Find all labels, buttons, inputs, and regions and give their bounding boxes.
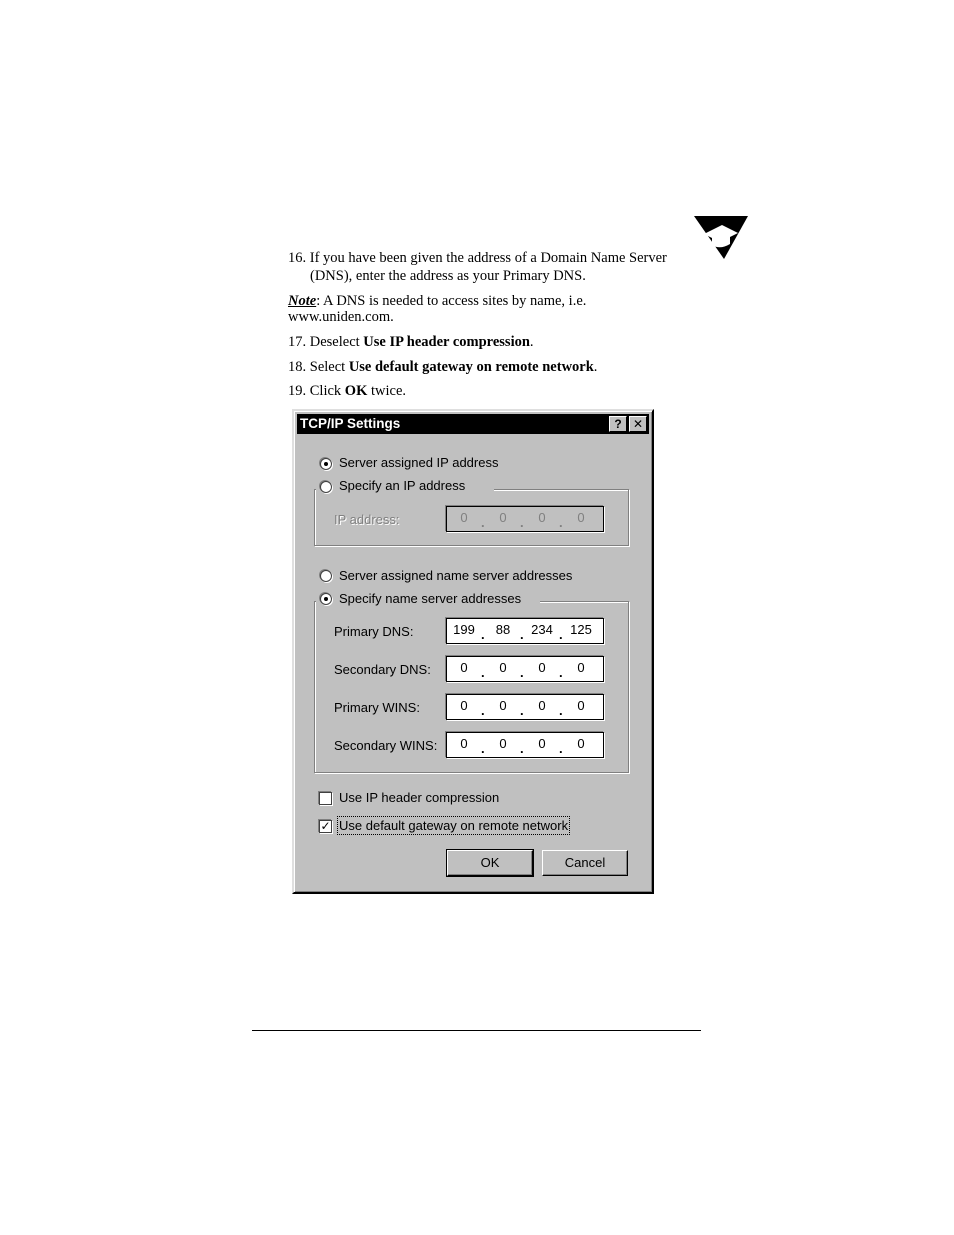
primary-wins-input[interactable] xyxy=(446,694,604,720)
step-19-bold: OK xyxy=(344,383,368,399)
server-assigned-ip-radio[interactable] xyxy=(320,458,332,470)
close-icon: ✕ xyxy=(632,417,644,431)
primary-wins-dot-2: . xyxy=(520,703,524,718)
ip-header-compression-label[interactable]: Use IP header compression xyxy=(339,790,500,805)
dialog-title: TCP/IP Settings xyxy=(300,416,401,431)
secondary-dns-octet-2: 0 xyxy=(499,660,507,675)
secondary-dns-dot-2: . xyxy=(520,665,524,680)
note-line-1 xyxy=(288,293,586,310)
dialog-title-bar[interactable] xyxy=(297,414,649,434)
tcpip-settings-dialog xyxy=(292,409,654,894)
ip-dot-1: . xyxy=(481,515,485,530)
ip-header-compression-checkbox[interactable] xyxy=(319,792,332,805)
secondary-wins-octet-4: 0 xyxy=(577,736,585,751)
primary-wins-octet-2: 0 xyxy=(499,698,507,713)
specify-ip-radio[interactable] xyxy=(320,481,332,493)
primary-dns-input[interactable] xyxy=(446,618,604,644)
step-18 xyxy=(288,359,597,376)
note-line-2: www.uniden.com. xyxy=(288,309,394,325)
ip-octet-1: 0 xyxy=(460,510,468,525)
secondary-wins-dot-1: . xyxy=(481,741,485,756)
secondary-wins-label: Secondary WINS: xyxy=(334,738,438,753)
primary-dns-octet-2: 88 xyxy=(495,622,511,637)
step-16-line-1: 16. If you have been given the address of a Domain Name Server xyxy=(288,250,667,266)
secondary-dns-octet-4: 0 xyxy=(577,660,585,675)
secondary-wins-dot-3: . xyxy=(559,741,563,756)
server-assigned-ip-label[interactable]: Server assigned IP address xyxy=(339,455,499,470)
step-18-suffix: . xyxy=(593,359,598,375)
check-mark-icon: ✓ xyxy=(320,819,331,833)
step-19-prefix: 19. Click xyxy=(288,383,345,399)
secondary-wins-octet-2: 0 xyxy=(499,736,507,751)
secondary-dns-input[interactable] xyxy=(446,656,604,682)
default-gateway-checkbox[interactable] xyxy=(319,820,332,833)
primary-dns-octet-4: 125 xyxy=(570,622,592,637)
secondary-dns-octet-3: 0 xyxy=(538,660,546,675)
cancel-button[interactable]: Cancel xyxy=(542,850,628,876)
primary-dns-label: Primary DNS: xyxy=(334,624,414,639)
step-17-bold: Use IP header compression xyxy=(363,334,530,350)
primary-wins-octet-4: 0 xyxy=(577,698,585,713)
primary-dns-dot-2: . xyxy=(520,627,524,642)
server-assigned-dns-radio[interactable] xyxy=(320,570,332,582)
ip-octet-3: 0 xyxy=(538,510,546,525)
ip-dot-3: . xyxy=(559,515,563,530)
step-18-bold: Use default gateway on remote network xyxy=(348,359,594,375)
primary-dns-octet-1: 199 xyxy=(453,622,475,637)
primary-dns-octet-3: 234 xyxy=(531,622,553,637)
primary-wins-octet-3: 0 xyxy=(538,698,546,713)
step-17-prefix: 17. Deselect xyxy=(288,334,364,350)
step-19 xyxy=(288,383,406,400)
server-assigned-dns-label[interactable]: Server assigned name server addresses xyxy=(339,568,573,583)
ip-octet-2: 0 xyxy=(499,510,507,525)
primary-wins-octet-1: 0 xyxy=(460,698,468,713)
primary-dns-dot-3: . xyxy=(559,627,563,642)
note-text: : A DNS is needed to access sites by name, i.e. xyxy=(316,293,587,309)
ok-button[interactable]: OK xyxy=(447,850,533,876)
step-18-prefix: 18. Select xyxy=(288,359,349,375)
ip-address-input[interactable] xyxy=(446,506,604,532)
specify-ip-label[interactable]: Specify an IP address xyxy=(339,478,466,493)
close-button[interactable] xyxy=(629,416,647,432)
help-button[interactable] xyxy=(609,416,627,432)
secondary-dns-label: Secondary DNS: xyxy=(334,662,431,677)
graduation-cap-triangle-icon xyxy=(694,215,748,259)
secondary-dns-dot-3: . xyxy=(559,665,563,680)
ip-dot-2: . xyxy=(520,515,524,530)
specify-dns-label[interactable]: Specify name server addresses xyxy=(339,591,522,606)
note-label: Note xyxy=(288,293,317,309)
primary-wins-dot-3: . xyxy=(559,703,563,718)
primary-dns-dot-1: . xyxy=(481,627,485,642)
step-17-suffix: . xyxy=(529,334,534,350)
primary-wins-label: Primary WINS: xyxy=(334,700,420,715)
primary-wins-dot-1: . xyxy=(481,703,485,718)
secondary-wins-octet-3: 0 xyxy=(538,736,546,751)
ip-octet-4: 0 xyxy=(577,510,585,525)
step-16-line-2: (DNS), enter the address as your Primary DNS. xyxy=(310,268,586,284)
secondary-wins-input[interactable] xyxy=(446,732,604,758)
footer-rule xyxy=(252,1030,701,1031)
ip-address-label: IP address: xyxy=(334,512,400,527)
secondary-wins-dot-2: . xyxy=(520,741,524,756)
step-17 xyxy=(288,334,534,351)
secondary-wins-octet-1: 0 xyxy=(460,736,468,751)
specify-dns-radio[interactable] xyxy=(320,593,332,605)
secondary-dns-octet-1: 0 xyxy=(460,660,468,675)
step-19-suffix: twice. xyxy=(367,383,407,399)
default-gateway-label[interactable]: Use default gateway on remote network xyxy=(339,818,569,833)
help-icon: ? xyxy=(614,417,622,431)
secondary-dns-dot-1: . xyxy=(481,665,485,680)
